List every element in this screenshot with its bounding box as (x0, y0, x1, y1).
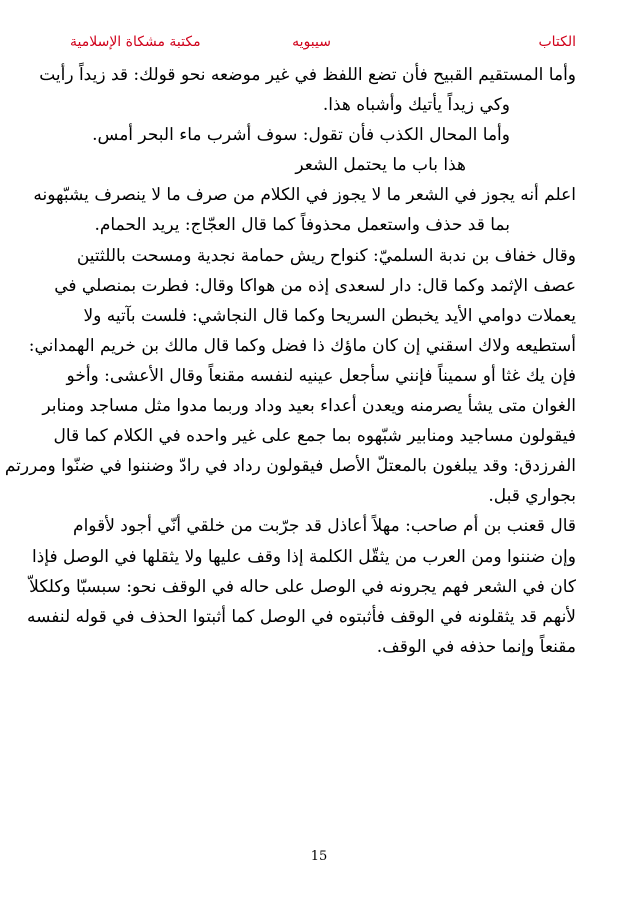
text-line: اعلم أنه يجوز في الشعر ما لا يجوز في الكلام من صرف ما لا ينصرف يشبّهونه (33, 185, 576, 206)
page-number: 15 (310, 849, 328, 864)
text-line: فيقولون مساجيد ومنابير شبّهوه بما جمع على غير واحده في الكلام كما قال (53, 426, 576, 447)
section-heading: هذا باب ما يحتمل الشعر (295, 155, 466, 176)
text-line: وإن ضننوا ومن العرب من يثقّل الكلمة إذا وقف عليها ولا يثقلها في الوصل فإذا (31, 546, 576, 567)
text-line: وأما المحال الكذب فأن تقول: سوف أشرب ماء البحر أمس. (92, 125, 510, 146)
header-author: سيبويه (292, 34, 331, 50)
header-book-label: الكتاب (538, 34, 576, 50)
header-library: مكتبة مشكاة الإسلامية (70, 34, 201, 50)
text-line: مقنعاً وإنما حذفه في الوقف. (376, 636, 576, 657)
text-line: الغوان متى يشأ يصرمنه ويعدن أعداء بعيد وداد وربما مدوا مثل مساجد ومنابر (42, 396, 576, 417)
text-line: عصف الإثمد وكما قال: دار لسعدى إذه من هواكا وقال: فطرت بمنصلي في (54, 275, 576, 296)
text-line: بما قد حذف واستعمل محذوفاً كما قال العجّاج: يريد الحمام. (94, 215, 510, 236)
text-line: وقال خفاف بن ندبة السلميّ: كنواح ريش حمامة نجدية ومسحت باللثتين (76, 245, 576, 266)
page-header (70, 34, 576, 56)
text-line: فإن يك غثا أو سميناً فإنني سأجعل عينيه لنفسه مقنعاً وقال الأعشى: وأخو (66, 365, 576, 386)
text-line: لأنهم قد يثقلونه في الوقف فأثبتوه في الوصل كما أثبتوا الحذف في قوله لنفسه (26, 606, 576, 627)
text-line: وكي زيداً يأتيك وأشباه هذا. (322, 95, 510, 116)
text-line: وأما المستقيم القبيح فأن تضع اللفظ في غير موضعه نحو قولك: قد زيداً رأيت (39, 65, 576, 85)
text-line: يعملات دوامي الأيد يخبطن السريحا وكما قال النجاشي: فلست بآتيه ولا (83, 305, 576, 326)
text-line: أستطيعه ولاك اسقني إن كان ماؤك ذا فضل وكما قال مالك بن خريم الهمداني: (28, 335, 576, 356)
text-line: بجواري قبل. (488, 486, 576, 507)
text-line: كان في الشعر فهم يجرونه في الوصل على حاله في الوقف نحو: سبسبّا وكلكلاّ (29, 576, 576, 597)
page-body (4, 60, 576, 662)
text-line: الفرزدق: وقد يبلغون بالمعتلّ الأصل فيقولون رداد في رادّ وضننوا في ضنّوا ومررتم (4, 456, 576, 477)
text-line: قال قعنب بن أم صاحب: مهلاً أعاذل قد جرّبت من خلقي أنّي أجود لأقوام (73, 516, 576, 537)
